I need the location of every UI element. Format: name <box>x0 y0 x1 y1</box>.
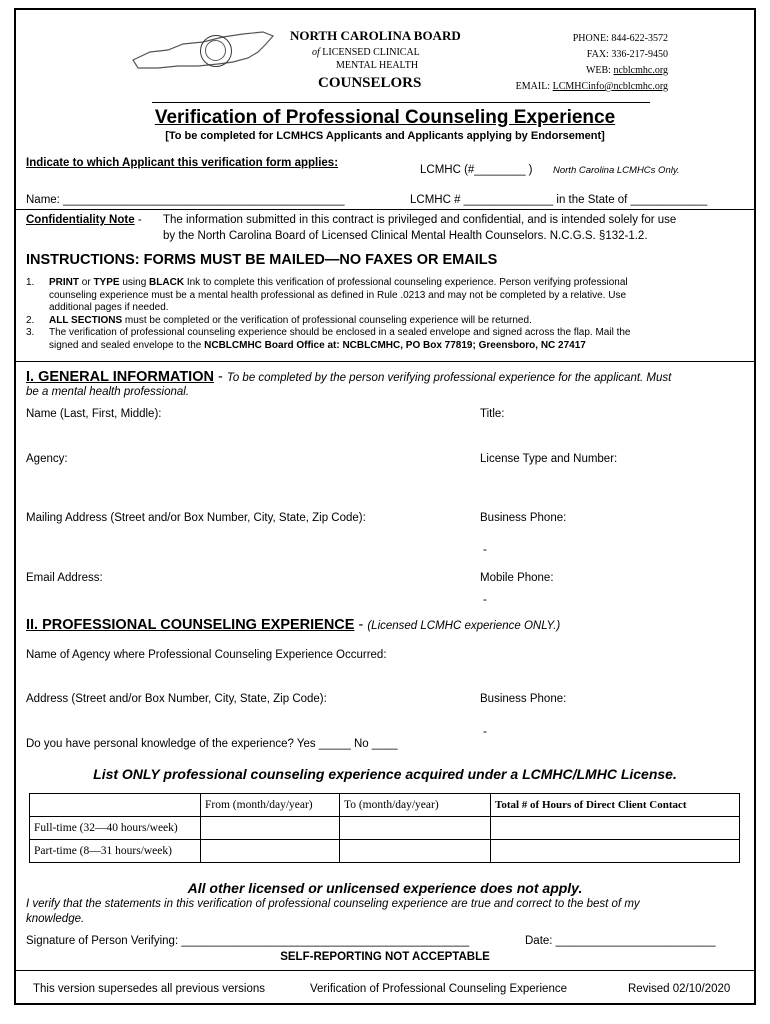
part-time-from-field[interactable] <box>201 840 340 863</box>
experience-business-phone-field[interactable]: Business Phone: <box>480 693 567 705</box>
state-seal-icon <box>200 35 232 67</box>
table-header-cell: From (month/day/year) <box>201 794 340 817</box>
verifier-email-field[interactable]: Email Address: <box>26 572 103 584</box>
verifier-name-field[interactable]: Name (Last, First, Middle): <box>26 408 162 420</box>
instruction-item-3: 3. The verification of professional counseling experience should be enclosed in a sealed envelope and signed across the flap. Mail the signed and sealed envelope to the NCBLCMHC Board Office at: NCBLCMHC, PO Box 77819; Greensboro, NC 27417 <box>26 327 631 351</box>
verifier-mailing-address-field[interactable]: Mailing Address (Street and/or Box Number, City, State, Zip Code): <box>26 512 366 524</box>
board-fax: FAX: 336-217-9450 <box>586 49 668 60</box>
confidentiality-label: Confidentiality Note - <box>26 214 142 226</box>
all-other-heading: All other licensed or unlicensed experience does not apply. <box>187 880 583 896</box>
experience-agency-field[interactable]: Name of Agency where Professional Counseling Experience Occurred: <box>26 649 387 661</box>
instructions-heading: INSTRUCTIONS: FORMS MUST BE MAILED—NO FAXES OR EMAILS <box>26 252 498 268</box>
experience-phone-dash: - <box>483 726 487 738</box>
footer-supersedes: This version supersedes all previous versions <box>33 983 266 995</box>
form-title: Verification of Professional Counseling Experience <box>154 107 616 128</box>
footer-revised-date: Revised 02/10/2020 <box>628 983 731 995</box>
instruction-item-2: 2. ALL SECTIONS must be completed or the verification of professional counseling experience will be returned. <box>26 314 532 326</box>
applicant-indicate-label: Indicate to which Applicant this verification form applies: <box>26 157 339 169</box>
experience-hours-table <box>29 793 740 863</box>
lcmhc-number-field[interactable]: LCMHC (#________ ) <box>420 164 533 176</box>
table-row <box>30 817 740 840</box>
experience-address-field[interactable]: Address (Street and/or Box Number, City, State, Zip Code): <box>26 693 327 705</box>
table-header-cell: To (month/day/year) <box>340 794 491 817</box>
verify-statement-line1: I verify that the statements in this verification of professional counseling experience are true and correct to the best of my <box>26 898 640 910</box>
instruction-item-1: 1. PRINT or TYPE using BLACK Ink to complete this verification of professional counseling experience. Person verifying professional counseling experience must be a mental health professional as defined in Rule .0213 and may not be completed by a relative. Use additional pages if needed. <box>26 277 628 313</box>
applicant-divider <box>16 209 754 210</box>
verify-statement-line2: knowledge. <box>26 913 85 925</box>
confidentiality-text-line1: The information submitted in this contract is privileged and confidential, and is intended solely for use <box>163 214 677 226</box>
mobile-phone-dash: - <box>483 594 487 606</box>
board-web: WEB: ncblcmhc.org <box>585 65 668 76</box>
list-only-heading: List ONLY professional counseling experience acquired under a LCMHC/LMHC License. <box>93 766 677 782</box>
row-label-part-time: Part-time (8—31 hours/week) <box>30 840 201 863</box>
header-divider <box>152 102 650 103</box>
full-time-hours-field[interactable] <box>491 817 740 840</box>
form-subtitle: [To be completed for LCMHCS Applicants and Applicants applying by Endorsement] <box>165 130 605 142</box>
board-name-line3: MENTAL HEALTH <box>336 60 419 71</box>
full-time-to-field[interactable] <box>340 817 491 840</box>
verifier-agency-field[interactable]: Agency: <box>26 453 68 465</box>
table-row <box>30 840 740 863</box>
applicant-name-field[interactable]: Name: ____________________________________________ <box>26 194 345 206</box>
board-phone: PHONE: 844-622-3572 <box>572 33 668 44</box>
table-header-cell: Total # of Hours of Direct Client Contact <box>491 794 740 817</box>
personal-knowledge-question[interactable]: Do you have personal knowledge of the experience? Yes _____ No ____ <box>26 738 398 750</box>
footer-divider <box>16 970 754 971</box>
date-field[interactable]: Date: _________________________ <box>525 935 716 947</box>
signature-field[interactable]: Signature of Person Verifying: _____________________________________________ <box>26 935 470 947</box>
business-phone-dash: - <box>483 544 487 556</box>
board-name-line4: COUNSELORS <box>318 75 422 91</box>
verifier-title-field[interactable]: Title: <box>480 408 505 420</box>
verifier-license-field[interactable]: License Type and Number: <box>480 453 618 465</box>
part-time-to-field[interactable] <box>340 840 491 863</box>
email-link[interactable]: LCMHCinfo@ncblcmhc.org <box>552 81 668 92</box>
table-header-row <box>30 794 740 817</box>
section2-heading: II. PROFESSIONAL COUNSELING EXPERIENCE - (Licensed LCMHC experience ONLY.) <box>26 617 561 633</box>
row-label-full-time: Full-time (32—40 hours/week) <box>30 817 201 840</box>
nc-only-note: North Carolina LCMHCs Only. <box>553 165 680 176</box>
section1-note-line2: be a mental health professional. <box>26 386 190 398</box>
section1-heading: I. GENERAL INFORMATION - To be completed by the person verifying professional experience for the applicant. Must <box>26 369 672 385</box>
footer-form-name: Verification of Professional Counseling Experience <box>310 983 567 995</box>
part-time-hours-field[interactable] <box>491 840 740 863</box>
board-email: EMAIL: LCMHCinfo@ncblcmhc.org <box>515 81 668 92</box>
board-name-line2: of LICENSED CLINICAL <box>312 47 420 58</box>
instructions-list <box>26 277 746 352</box>
web-link[interactable]: ncblcmhc.org <box>613 65 668 76</box>
confidentiality-text-line2: by the North Carolina Board of Licensed Clinical Mental Health Counselors. N.C.G.S. §132-1.2. <box>163 230 648 242</box>
full-time-from-field[interactable] <box>201 817 340 840</box>
lcmhc-state-field[interactable]: LCMHC # ______________ in the State of ____________ <box>410 194 708 206</box>
instructions-divider <box>16 361 754 362</box>
self-reporting-note: SELF-REPORTING NOT ACCEPTABLE <box>280 951 490 963</box>
table-header-cell <box>30 794 201 817</box>
board-name-line1: NORTH CAROLINA BOARD <box>290 28 461 43</box>
verifier-business-phone-field[interactable]: Business Phone: <box>480 512 567 524</box>
verifier-mobile-phone-field[interactable]: Mobile Phone: <box>480 572 554 584</box>
